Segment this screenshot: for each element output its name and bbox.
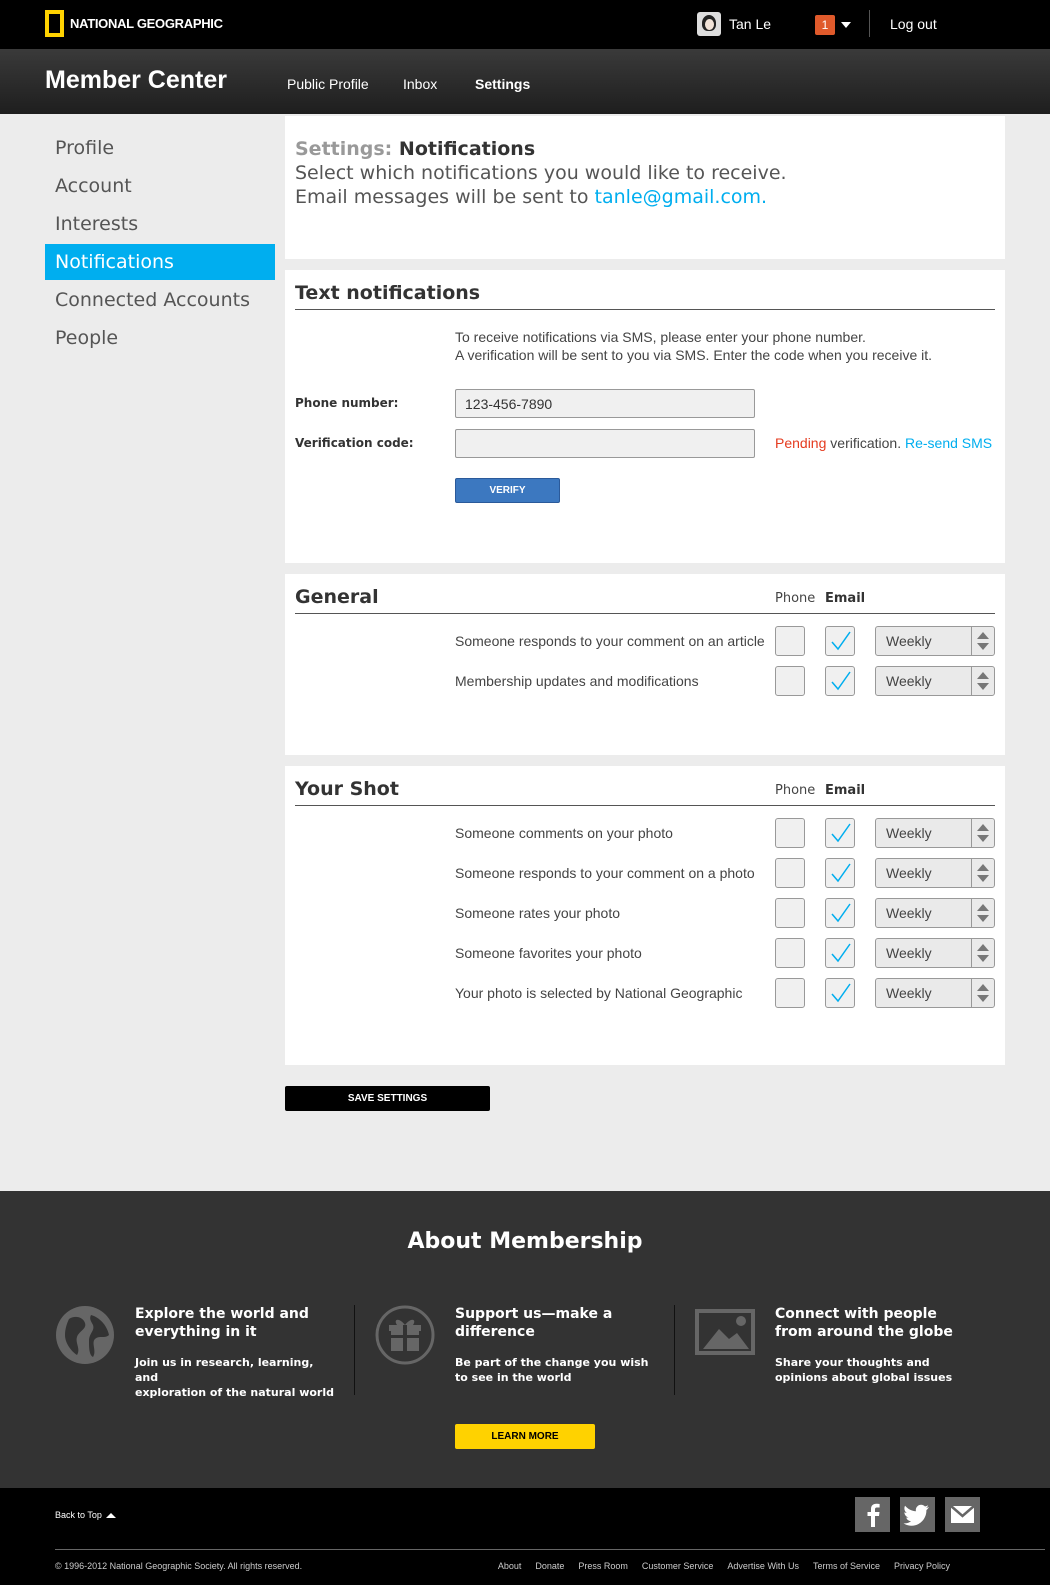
stepper-arrows-icon[interactable] xyxy=(971,859,994,887)
feature-description xyxy=(455,1355,655,1385)
notification-label: Someone responds to your comment on a photo xyxy=(455,865,755,881)
divider xyxy=(295,805,995,806)
member-center-nav xyxy=(0,49,1050,114)
sidebar-item-notifications[interactable]: Notifications xyxy=(45,244,275,280)
sidebar-item-interests[interactable]: Interests xyxy=(55,213,139,235)
frequency-select[interactable] xyxy=(875,818,995,848)
email-checkbox[interactable] xyxy=(825,626,855,656)
frequency-select[interactable] xyxy=(875,666,995,696)
your-shot-panel xyxy=(285,766,1005,1065)
feature-title-line: difference xyxy=(455,1324,535,1340)
sidebar-item-connected-accounts[interactable]: Connected Accounts xyxy=(55,289,250,311)
copyright-text: © 1996-2012 National Geographic Society. All rights reserved. xyxy=(55,1561,303,1571)
general-heading: General xyxy=(295,586,379,608)
footer xyxy=(0,1488,1050,1585)
notification-label: Your photo is selected by National Geographic xyxy=(455,985,743,1001)
phone-number-input[interactable] xyxy=(455,389,755,418)
checkmark-icon xyxy=(830,670,852,692)
feature-title xyxy=(455,1305,635,1341)
sidebar-item-account[interactable]: Account xyxy=(55,175,132,197)
footer-link-privacy[interactable]: Privacy Policy xyxy=(893,1561,950,1571)
frequency-value[interactable]: Weekly xyxy=(886,865,932,881)
feature-title-line: Explore the world and xyxy=(135,1306,309,1322)
phone-checkbox[interactable] xyxy=(775,938,805,968)
email-column-header: Email xyxy=(825,591,866,606)
frequency-select[interactable] xyxy=(875,978,995,1008)
save-settings-button[interactable]: SAVE SETTINGS xyxy=(285,1086,490,1111)
facebook-icon[interactable] xyxy=(855,1497,890,1532)
title-prefix: Settings: xyxy=(295,138,393,160)
resend-sms-link[interactable]: Re-send SMS xyxy=(904,435,993,451)
intro-panel xyxy=(285,116,1005,259)
email-column-header: Email xyxy=(825,783,866,798)
about-membership-section xyxy=(0,1191,1050,1488)
notification-label: Someone favorites your photo xyxy=(455,945,642,961)
stepper-arrows-icon[interactable] xyxy=(971,667,994,695)
tab-settings[interactable]: Settings xyxy=(475,76,531,92)
divider xyxy=(295,309,995,310)
brand-name: NATIONAL GEOGRAPHIC xyxy=(70,16,223,31)
sidebar-item-profile[interactable]: Profile xyxy=(55,137,115,159)
checkmark-icon xyxy=(830,862,852,884)
footer-links xyxy=(484,1561,950,1571)
phone-checkbox[interactable] xyxy=(775,626,805,656)
verification-code-input[interactable] xyxy=(455,429,755,458)
frequency-value[interactable]: Weekly xyxy=(886,633,932,649)
phone-checkbox[interactable] xyxy=(775,818,805,848)
phone-number-label: Phone number: xyxy=(295,396,399,410)
back-to-top-link[interactable] xyxy=(55,1510,116,1520)
text-notifications-heading: Text notifications xyxy=(295,282,481,304)
verification-status xyxy=(775,435,992,451)
checkmark-icon xyxy=(830,630,852,652)
user-name[interactable]: Tan Le xyxy=(729,16,772,32)
phone-column-header: Phone xyxy=(775,783,816,798)
phone-checkbox[interactable] xyxy=(775,978,805,1008)
divider xyxy=(295,613,995,614)
feature-title-line: Connect with people xyxy=(775,1306,937,1322)
verification-code-label: Verification code: xyxy=(295,436,414,450)
feature-desc-line: Be part of the change you wish xyxy=(455,1356,649,1369)
feature-title-line: Support us—make a xyxy=(455,1306,613,1322)
email-checkbox[interactable] xyxy=(825,818,855,848)
checkmark-icon xyxy=(830,942,852,964)
email-icon[interactable] xyxy=(945,1497,980,1532)
intro-description: Select which notifications you would like to receive. xyxy=(295,162,787,184)
user-menu[interactable] xyxy=(697,12,771,36)
pending-status: Pending xyxy=(775,435,827,451)
phone-checkbox[interactable] xyxy=(775,898,805,928)
phone-checkbox[interactable] xyxy=(775,666,805,696)
text-notifications-panel xyxy=(285,270,1005,563)
about-title: About Membership xyxy=(407,1229,643,1254)
feature-desc-line: Share your thoughts and xyxy=(775,1356,930,1369)
footer-link-customer-service[interactable]: Customer Service xyxy=(641,1561,714,1571)
verify-button[interactable]: VERIFY xyxy=(455,478,560,503)
logout-link[interactable]: Log out xyxy=(890,16,937,32)
feature-description xyxy=(775,1355,975,1385)
stepper-arrows-icon[interactable] xyxy=(971,627,994,655)
stepper-arrows-icon[interactable] xyxy=(971,899,994,927)
frequency-select[interactable] xyxy=(875,858,995,888)
checkmark-icon xyxy=(830,822,852,844)
feature-title xyxy=(775,1305,955,1341)
checkmark-icon xyxy=(830,982,852,1004)
notification-label: Membership updates and modifications xyxy=(455,673,699,689)
globe-icon xyxy=(55,1305,115,1365)
learn-more-button[interactable]: LEARN MORE xyxy=(455,1424,595,1449)
sms-help-text-2: A verification will be sent to you via SMS. Enter the code when you receive it. xyxy=(455,347,933,363)
frequency-value[interactable]: Weekly xyxy=(886,985,932,1001)
feature-title-line: from around the globe xyxy=(775,1324,953,1340)
photo-icon xyxy=(695,1305,755,1365)
notification-label: Someone comments on your photo xyxy=(455,825,673,841)
natgeo-yellow-border-icon xyxy=(45,10,64,37)
your-shot-heading: Your Shot xyxy=(295,778,399,800)
email-checkbox[interactable] xyxy=(825,666,855,696)
footer-link-press-room[interactable]: Press Room xyxy=(578,1561,628,1571)
email-link[interactable]: tanle@gmail.com. xyxy=(594,186,768,208)
frequency-select[interactable] xyxy=(875,938,995,968)
feature-divider xyxy=(674,1305,675,1395)
notification-count-badge[interactable]: 1 xyxy=(815,15,835,35)
footer-link-advertise[interactable]: Advertise With Us xyxy=(727,1561,799,1571)
twitter-icon[interactable] xyxy=(900,1497,935,1532)
chevron-down-icon[interactable] xyxy=(841,22,851,28)
frequency-value[interactable]: Weekly xyxy=(886,905,932,921)
email-checkbox[interactable] xyxy=(825,898,855,928)
feature-desc-line: to see in the world xyxy=(455,1371,572,1384)
frequency-select[interactable] xyxy=(875,898,995,928)
tab-public-profile[interactable]: Public Profile xyxy=(287,76,369,92)
intro-email-line xyxy=(295,186,767,208)
section-title xyxy=(295,138,535,160)
footer-link-donate[interactable]: Donate xyxy=(535,1561,565,1571)
page-title: Member Center xyxy=(45,66,227,94)
notification-label: Someone responds to your comment on an article xyxy=(455,633,765,649)
general-panel xyxy=(285,574,1005,755)
frequency-value[interactable]: Weekly xyxy=(886,673,932,689)
topbar-divider xyxy=(869,10,870,37)
email-checkbox[interactable] xyxy=(825,978,855,1008)
phone-checkbox[interactable] xyxy=(775,858,805,888)
feature-desc-line: opinions about global issues xyxy=(775,1371,953,1384)
feature-title xyxy=(135,1305,315,1341)
feature-divider xyxy=(354,1305,355,1395)
frequency-value[interactable]: Weekly xyxy=(886,945,932,961)
footer-link-terms[interactable]: Terms of Service xyxy=(812,1561,880,1571)
frequency-value[interactable]: Weekly xyxy=(886,825,932,841)
notification-label: Someone rates your photo xyxy=(455,905,620,921)
feature-title-line: everything in it xyxy=(135,1324,257,1340)
email-checkbox[interactable] xyxy=(825,938,855,968)
tab-inbox[interactable]: Inbox xyxy=(403,76,438,92)
feature-description xyxy=(135,1355,335,1400)
top-bar xyxy=(0,0,1050,49)
stepper-arrows-icon[interactable] xyxy=(971,819,994,847)
feature-desc-line: exploration of the natural world xyxy=(135,1386,334,1399)
feature-desc-line: Join us in research, learning, and xyxy=(135,1356,314,1384)
phone-column-header: Phone xyxy=(775,591,816,606)
sms-help-text: To receive notifications via SMS, please enter your phone number. xyxy=(455,329,866,345)
email-checkbox[interactable] xyxy=(825,858,855,888)
arrow-up-icon[interactable] xyxy=(106,1513,116,1518)
email-prefix: Email messages will be sent to xyxy=(295,186,589,208)
gift-icon xyxy=(375,1305,435,1365)
frequency-select[interactable] xyxy=(875,626,995,656)
natgeo-logo[interactable] xyxy=(45,10,223,37)
back-to-top-label[interactable]: Back to Top xyxy=(55,1510,102,1520)
checkmark-icon xyxy=(830,902,852,924)
footer-divider xyxy=(55,1549,1045,1550)
stepper-arrows-icon[interactable] xyxy=(971,939,994,967)
title-text: Notifications xyxy=(398,138,536,160)
sidebar-item-people[interactable]: People xyxy=(55,327,119,349)
verification-text: verification. xyxy=(830,435,902,451)
notifications-dropdown[interactable] xyxy=(815,15,851,35)
footer-link-about[interactable]: About xyxy=(497,1561,522,1571)
stepper-arrows-icon[interactable] xyxy=(971,979,994,1007)
avatar[interactable] xyxy=(697,12,721,36)
